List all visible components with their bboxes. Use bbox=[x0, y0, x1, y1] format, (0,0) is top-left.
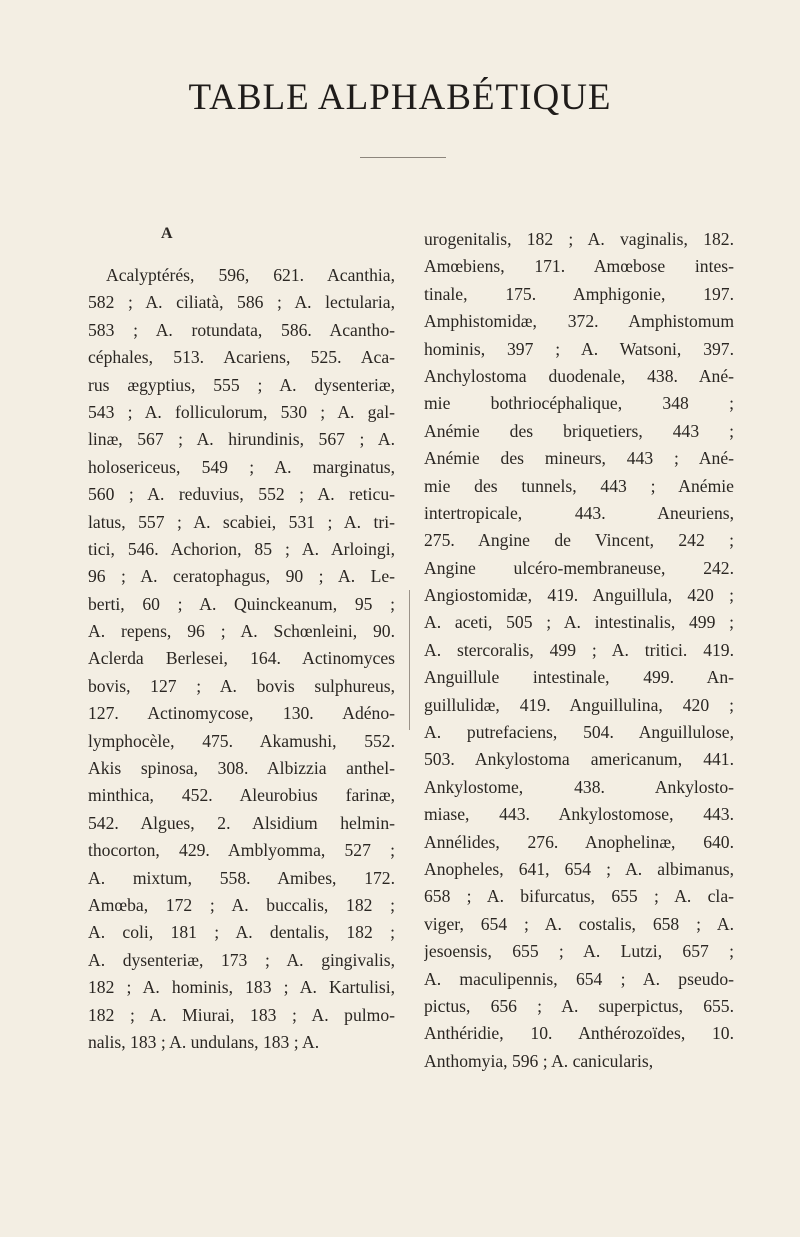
index-line: 658 ; A. bifurcatus, 655 ; A. cla- bbox=[424, 886, 734, 907]
index-line: 583 ; A. rotundata, 586. Acantho- bbox=[88, 319, 395, 340]
index-line: tinale, 175. Amphigonie, 197. bbox=[424, 283, 734, 304]
page-title: TABLE ALPHABÉTIQUE bbox=[188, 77, 612, 118]
index-line: 182 ; A. hominis, 183 ; A. Kartulisi, bbox=[88, 977, 395, 998]
index-line: A. dysenteriæ, 173 ; A. gingivalis, bbox=[88, 949, 395, 970]
index-line: mie bothriocéphalique, 348 ; bbox=[424, 393, 734, 414]
index-line: Anémie des mineurs, 443 ; Ané- bbox=[424, 448, 734, 469]
index-line: minthica, 452. Aleurobius farinæ, bbox=[88, 785, 395, 806]
index-line: nalis, 183 ; A. undulans, 183 ; A. bbox=[88, 1031, 320, 1052]
index-line: bovis, 127 ; A. bovis sulphureus, bbox=[88, 675, 395, 696]
title-rule bbox=[360, 157, 446, 158]
left-index-column bbox=[88, 262, 395, 1056]
index-line: Amphistomidæ, 372. Amphistomum bbox=[424, 311, 734, 332]
index-line: mie des tunnels, 443 ; Anémie bbox=[424, 475, 734, 496]
column-divider bbox=[409, 590, 410, 730]
index-line: Annélides, 276. Anophelinæ, 640. bbox=[424, 831, 734, 852]
index-line: jesoensis, 655 ; A. Lutzi, 657 ; bbox=[424, 941, 734, 962]
index-line: A. stercoralis, 499 ; A. tritici. 419. bbox=[424, 639, 734, 660]
index-line: A. mixtum, 558. Amibes, 172. bbox=[88, 867, 395, 888]
section-letter: A bbox=[161, 225, 173, 242]
index-line: guillulidæ, 419. Anguillulina, 420 ; bbox=[424, 694, 734, 715]
index-line: tici, 546. Achorion, 85 ; A. Arloingi, bbox=[88, 538, 395, 559]
index-line: thocorton, 429. Amblyomma, 527 ; bbox=[88, 840, 395, 861]
index-line: Anguillule intestinale, 499. An- bbox=[424, 667, 734, 688]
index-line: Akis spinosa, 308. Albizzia anthel- bbox=[88, 758, 395, 779]
index-line: pictus, 656 ; A. superpictus, 655. bbox=[424, 995, 734, 1016]
right-index-column bbox=[424, 226, 734, 1075]
index-line: 543 ; A. folliculorum, 530 ; A. gal- bbox=[88, 401, 395, 422]
index-line: intertropicale, 443. Aneuriens, bbox=[424, 502, 734, 523]
index-line: Anthéridie, 10. Anthérozoïdes, 10. bbox=[424, 1023, 734, 1044]
index-line: Acalyptérés, 596, 621. Acanthia, bbox=[106, 265, 395, 285]
index-line: Amœbiens, 171. Amœbose intes- bbox=[424, 256, 734, 277]
index-line: Amœba, 172 ; A. buccalis, 182 ; bbox=[88, 894, 395, 915]
index-line: Anémie des briquetiers, 443 ; bbox=[424, 420, 734, 441]
index-line: 542. Algues, 2. Alsidium helmin- bbox=[88, 812, 395, 833]
index-line: lymphocèle, 475. Akamushi, 552. bbox=[88, 730, 395, 751]
index-line: Anthomyia, 596 ; A. canicularis, bbox=[424, 1050, 654, 1071]
index-line: Aclerda Berlesei, 164. Actinomyces bbox=[88, 648, 395, 669]
index-line: urogenitalis, 182 ; A. vaginalis, 182. bbox=[424, 229, 734, 249]
index-line: miase, 443. Ankylostomose, 443. bbox=[424, 804, 734, 825]
index-line: A. coli, 181 ; A. dentalis, 182 ; bbox=[88, 922, 395, 943]
index-line: 582 ; A. ciliatà, 586 ; A. lectularia, bbox=[88, 292, 395, 313]
index-line: A. repens, 96 ; A. Schœnleini, 90. bbox=[88, 621, 395, 642]
index-line: 275. Angine de Vincent, 242 ; bbox=[424, 530, 734, 551]
index-line: A. aceti, 505 ; A. intestinalis, 499 ; bbox=[424, 612, 734, 633]
index-line: Ankylostome, 438. Ankylosto- bbox=[424, 776, 734, 797]
index-line: Anopheles, 641, 654 ; A. albimanus, bbox=[424, 858, 734, 879]
index-line: berti, 60 ; A. Quinckeanum, 95 ; bbox=[88, 593, 395, 614]
index-line: latus, 557 ; A. scabiei, 531 ; A. tri- bbox=[88, 511, 395, 532]
index-line: linæ, 567 ; A. hirundinis, 567 ; A. bbox=[88, 429, 395, 450]
index-line: A. putrefaciens, 504. Anguillulose, bbox=[424, 722, 734, 743]
index-line: céphales, 513. Acariens, 525. Aca- bbox=[88, 347, 395, 368]
index-line: 127. Actinomycose, 130. Adéno- bbox=[88, 703, 395, 724]
index-line: 96 ; A. ceratophagus, 90 ; A. Le- bbox=[88, 566, 395, 587]
index-line: viger, 654 ; A. costalis, 658 ; A. bbox=[424, 913, 734, 934]
index-line: Anchylostoma duodenale, 438. Ané- bbox=[424, 365, 734, 386]
index-line: holosericeus, 549 ; A. marginatus, bbox=[88, 456, 395, 477]
index-line: rus ægyptius, 555 ; A. dysenteriæ, bbox=[88, 374, 395, 395]
index-line: Angiostomidæ, 419. Anguillula, 420 ; bbox=[424, 585, 734, 606]
index-line: 503. Ankylostoma americanum, 441. bbox=[424, 749, 734, 770]
index-line: A. maculipennis, 654 ; A. pseudo- bbox=[424, 968, 734, 989]
index-line: hominis, 397 ; A. Watsoni, 397. bbox=[424, 338, 734, 359]
index-line: Angine ulcéro-membraneuse, 242. bbox=[424, 557, 734, 578]
index-line: 560 ; A. reduvius, 552 ; A. reticu- bbox=[88, 484, 395, 505]
index-line: 182 ; A. Miurai, 183 ; A. pulmo- bbox=[88, 1004, 395, 1025]
